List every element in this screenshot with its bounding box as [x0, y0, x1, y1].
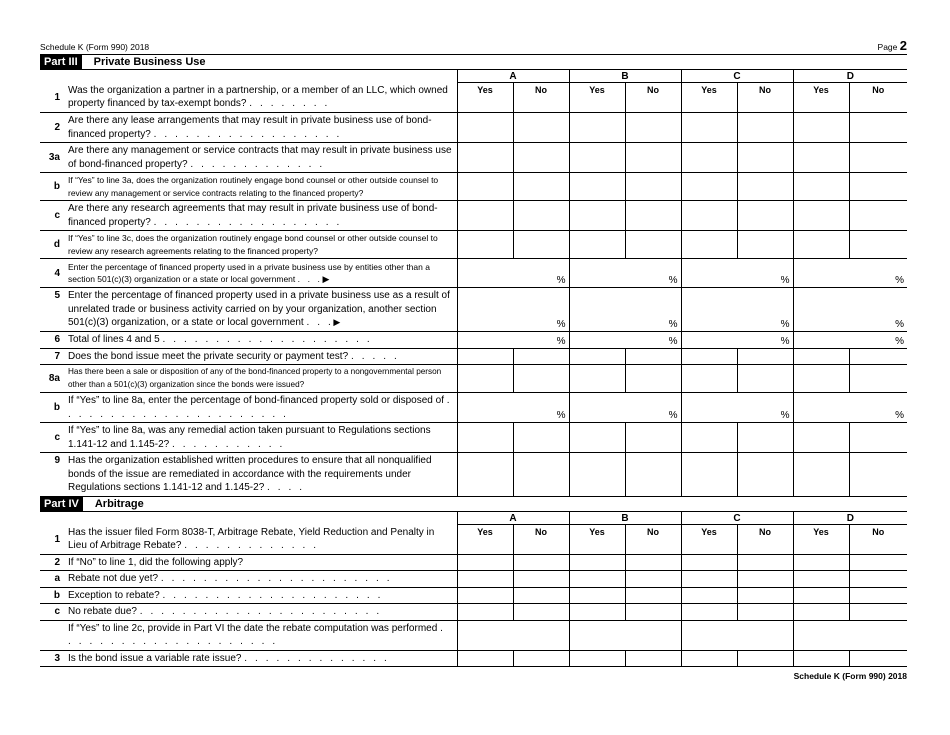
percent-field[interactable]: % [793, 288, 907, 332]
question-text: Total of lines 4 and 5 . . . . . . . . . . . . . . . . . . . . [68, 332, 457, 349]
line-number: 1 [40, 525, 68, 555]
answer-cell[interactable] [681, 231, 737, 259]
answer-cell[interactable] [793, 231, 849, 259]
yes-header: Yes [569, 83, 625, 113]
answer-cell[interactable] [513, 571, 569, 588]
answer-cell[interactable] [737, 571, 793, 588]
percent-field[interactable]: % [569, 259, 681, 288]
line-number: 9 [40, 453, 68, 497]
part-iv-title: Arbitrage [94, 498, 144, 510]
answer-cell[interactable] [569, 201, 625, 231]
question-text: Has the issuer filed Form 8038-T, Arbitrage Rebate, Yield Reduction and Penalty in Lieu of Arbitrage Rebate? . . . . . . . . . . . . . [68, 525, 457, 555]
answer-cell[interactable] [681, 201, 737, 231]
answer-cell[interactable] [681, 348, 737, 365]
line-number: 2 [40, 554, 68, 571]
part-iii-label: Part III [40, 55, 82, 69]
part-iv-table [40, 512, 907, 667]
page-header [40, 38, 907, 54]
answer-cell[interactable] [793, 365, 849, 393]
column-c-header: C [681, 70, 793, 83]
answer-cell[interactable] [737, 348, 793, 365]
answer-cell[interactable] [793, 571, 849, 588]
part-iii-table [40, 70, 907, 497]
answer-cell[interactable] [625, 113, 681, 143]
answer-cell[interactable] [849, 587, 907, 604]
answer-cell[interactable] [681, 365, 737, 393]
date-field[interactable] [457, 620, 569, 650]
question-text: Does the bond issue meet the private security or payment test? . . . . . [68, 348, 457, 365]
yes-header: Yes [457, 525, 513, 555]
question-text: If “Yes” to line 3a, does the organization routinely engage bond counsel or other outside counsel to review any management or service contracts relating to the financed property? [68, 173, 457, 201]
answer-cell[interactable] [849, 231, 907, 259]
percent-field[interactable]: % [457, 259, 569, 288]
line-number: d [40, 231, 68, 259]
part-iv-label: Part IV [40, 497, 83, 511]
question-text: If “Yes” to line 8a, enter the percentage of bond-financed property sold or disposed of . . . . . . . . . . . . . . . . . . . . . . [68, 393, 457, 423]
answer-cell[interactable] [849, 650, 907, 667]
date-field[interactable] [569, 620, 681, 650]
answer-cell[interactable] [737, 423, 793, 453]
answer-cell[interactable] [513, 365, 569, 393]
answer-cell[interactable] [681, 650, 737, 667]
answer-cell[interactable] [625, 571, 681, 588]
answer-cell[interactable] [457, 231, 513, 259]
question-text: Has the organization established written procedures to ensure that all nonqualified bonds of the issue are remediated in accordance with the requirements under Regulations sections 1.141-12 and 1.145-2? . . . . [68, 453, 457, 497]
answer-cell[interactable] [681, 453, 737, 497]
answer-cell[interactable] [681, 571, 737, 588]
no-header: No [625, 525, 681, 555]
column-b-header: B [569, 70, 681, 83]
answer-cell[interactable] [793, 587, 849, 604]
answer-cell[interactable] [513, 348, 569, 365]
line-number: 5 [40, 288, 68, 332]
answer-cell[interactable] [513, 453, 569, 497]
line-number: 1 [40, 83, 68, 113]
answer-cell[interactable] [625, 143, 681, 173]
percent-field[interactable]: % [681, 332, 793, 349]
answer-cell[interactable] [737, 554, 793, 571]
question-text: If “Yes” to line 3c, does the organization routinely engage bond counsel or other outside counsel to review any research agreements relating to the financed property? [68, 231, 457, 259]
answer-cell[interactable] [793, 604, 849, 621]
answer-cell[interactable] [569, 453, 625, 497]
answer-cell[interactable] [849, 453, 907, 497]
question-text: If “No” to line 1, did the following apply? [68, 554, 457, 571]
answer-cell[interactable] [793, 113, 849, 143]
part-iii-header [40, 55, 907, 70]
question-text: Enter the percentage of financed property used in a private business use as a result of unrelated trade or business activity carried on by your organization, another section 501(c)(3) organization, or a state or local government . . .▶ [68, 288, 457, 332]
line-number: 4 [40, 259, 68, 288]
answer-cell[interactable] [625, 650, 681, 667]
percent-field[interactable]: % [793, 332, 907, 349]
answer-cell[interactable] [457, 650, 513, 667]
answer-cell[interactable] [681, 423, 737, 453]
no-header: No [737, 83, 793, 113]
column-b-header: B [569, 512, 681, 525]
percent-field[interactable]: % [681, 259, 793, 288]
line-number: 2 [40, 113, 68, 143]
question-text: If “Yes” to line 2c, provide in Part VI the date the rebate computation was performed . . . . . . . . . . . . . . . . . . . . . [68, 620, 457, 650]
question-text: Was the organization a partner in a partnership, or a member of an LLC, which owned property financed by tax-exempt bonds? . . . . . . . . [68, 83, 457, 113]
answer-cell[interactable] [793, 650, 849, 667]
right-triangle-icon: ▶ [333, 317, 341, 328]
answer-cell[interactable] [457, 365, 513, 393]
answer-cell[interactable] [625, 365, 681, 393]
percent-field[interactable]: % [569, 288, 681, 332]
yes-header: Yes [457, 83, 513, 113]
answer-cell[interactable] [681, 143, 737, 173]
answer-cell[interactable] [513, 423, 569, 453]
answer-cell[interactable] [569, 365, 625, 393]
answer-cell[interactable] [849, 143, 907, 173]
answer-cell[interactable] [569, 348, 625, 365]
form-name: Schedule K (Form 990) 2018 [40, 42, 150, 52]
answer-cell[interactable] [569, 554, 625, 571]
answer-cell[interactable] [793, 453, 849, 497]
answer-cell[interactable] [681, 604, 737, 621]
answer-cell[interactable] [625, 554, 681, 571]
line-number: 6 [40, 332, 68, 349]
percent-field[interactable]: % [681, 393, 793, 423]
yes-header: Yes [569, 525, 625, 555]
no-header: No [513, 525, 569, 555]
percent-field[interactable]: % [569, 393, 681, 423]
answer-cell[interactable] [569, 143, 625, 173]
line-number: b [40, 587, 68, 604]
question-text: Exception to rebate? . . . . . . . . . . . . . . . . . . . . . [68, 587, 457, 604]
question-text: Enter the percentage of financed property used in a private business use by entities other than a section 501(c)(3) organization or a state or local government . . .▶ [68, 259, 457, 288]
answer-cell[interactable] [737, 650, 793, 667]
question-text: Are there any lease arrangements that may result in private business use of bond-financed property? . . . . . . . . . . . . . . . . . . [68, 113, 457, 143]
answer-cell[interactable] [457, 453, 513, 497]
right-triangle-icon: ▶ [322, 274, 330, 284]
answer-cell[interactable] [625, 231, 681, 259]
line-number: b [40, 173, 68, 201]
answer-cell[interactable] [513, 587, 569, 604]
answer-cell[interactable] [849, 365, 907, 393]
answer-cell[interactable] [681, 113, 737, 143]
answer-cell[interactable] [737, 453, 793, 497]
answer-cell[interactable] [457, 201, 513, 231]
date-field[interactable] [681, 620, 793, 650]
answer-cell[interactable] [457, 173, 513, 201]
column-a-header: A [457, 70, 569, 83]
answer-cell[interactable] [569, 231, 625, 259]
question-text: If “Yes” to line 8a, was any remedial action taken pursuant to Regulations sections 1.141-12 and 1.145-2? . . . . . . . . . . . [68, 423, 457, 453]
answer-cell[interactable] [737, 201, 793, 231]
answer-cell[interactable] [737, 143, 793, 173]
answer-cell[interactable] [625, 587, 681, 604]
no-header: No [625, 83, 681, 113]
question-text: No rebate due? . . . . . . . . . . . . . . . . . . . . . . . [68, 604, 457, 621]
answer-cell[interactable] [681, 587, 737, 604]
line-number: c [40, 423, 68, 453]
answer-cell[interactable] [569, 587, 625, 604]
answer-cell[interactable] [569, 650, 625, 667]
percent-field[interactable]: % [793, 259, 907, 288]
part-iv-header [40, 497, 907, 512]
percent-field[interactable]: % [457, 393, 569, 423]
answer-cell[interactable] [849, 201, 907, 231]
answer-cell[interactable] [457, 423, 513, 453]
answer-cell[interactable] [849, 604, 907, 621]
answer-cell[interactable] [513, 201, 569, 231]
answer-cell[interactable] [625, 348, 681, 365]
answer-cell[interactable] [793, 554, 849, 571]
answer-cell[interactable] [793, 173, 849, 201]
answer-cell[interactable] [625, 201, 681, 231]
answer-cell[interactable] [513, 113, 569, 143]
answer-cell[interactable] [625, 453, 681, 497]
no-header: No [849, 83, 907, 113]
line-number: 7 [40, 348, 68, 365]
answer-cell[interactable] [457, 348, 513, 365]
percent-field[interactable]: % [793, 393, 907, 423]
answer-cell[interactable] [793, 423, 849, 453]
page-footer: Schedule K (Form 990) 2018 [793, 671, 907, 681]
yes-header: Yes [681, 525, 737, 555]
question-text: Has there been a sale or disposition of any of the bond-financed property to a nongovernmental person other than a 501(c)(3) organization since the bonds were issued? [68, 365, 457, 393]
answer-cell[interactable] [513, 554, 569, 571]
answer-cell[interactable] [849, 423, 907, 453]
yes-header: Yes [793, 83, 849, 113]
line-number: c [40, 201, 68, 231]
answer-cell[interactable] [457, 587, 513, 604]
line-number: 3 [40, 650, 68, 667]
column-c-header: C [681, 512, 793, 525]
line-number [40, 620, 68, 650]
answer-cell[interactable] [737, 587, 793, 604]
answer-cell[interactable] [625, 604, 681, 621]
answer-cell[interactable] [849, 554, 907, 571]
percent-field[interactable]: % [569, 332, 681, 349]
answer-cell[interactable] [457, 113, 513, 143]
answer-cell[interactable] [793, 348, 849, 365]
answer-cell[interactable] [457, 143, 513, 173]
no-header: No [849, 525, 907, 555]
answer-cell[interactable] [681, 173, 737, 201]
question-text: Is the bond issue a variable rate issue? . . . . . . . . . . . . . . [68, 650, 457, 667]
answer-cell[interactable] [569, 604, 625, 621]
percent-field[interactable]: % [457, 288, 569, 332]
answer-cell[interactable] [849, 348, 907, 365]
answer-cell[interactable] [625, 423, 681, 453]
answer-cell[interactable] [457, 604, 513, 621]
answer-cell[interactable] [569, 173, 625, 201]
answer-cell[interactable] [513, 231, 569, 259]
answer-cell[interactable] [737, 113, 793, 143]
question-text: Are there any research agreements that may result in private business use of bond-financed property? . . . . . . . . . . . . . . . . . . [68, 201, 457, 231]
answer-cell[interactable] [793, 201, 849, 231]
question-text: Rebate not due yet? . . . . . . . . . . . . . . . . . . . . . . [68, 571, 457, 588]
line-number: b [40, 393, 68, 423]
answer-cell[interactable] [457, 554, 513, 571]
answer-cell[interactable] [513, 143, 569, 173]
answer-cell[interactable] [513, 173, 569, 201]
answer-cell[interactable] [793, 143, 849, 173]
line-number: a [40, 571, 68, 588]
date-field[interactable] [793, 620, 907, 650]
answer-cell[interactable] [737, 231, 793, 259]
answer-cell[interactable] [513, 650, 569, 667]
line-number: c [40, 604, 68, 621]
answer-cell[interactable] [569, 423, 625, 453]
form-page [40, 38, 907, 681]
question-text: Are there any management or service contracts that may result in private business use of bond-financed property? . . . . . . . . . . . . . [68, 143, 457, 173]
no-header: No [513, 83, 569, 113]
percent-field[interactable]: % [681, 288, 793, 332]
answer-cell[interactable] [513, 604, 569, 621]
answer-cell[interactable] [849, 571, 907, 588]
column-a-header: A [457, 512, 569, 525]
line-number: 8a [40, 365, 68, 393]
answer-cell[interactable] [849, 173, 907, 201]
answer-cell[interactable] [457, 571, 513, 588]
page-number: Page 2 [877, 38, 907, 53]
percent-field[interactable]: % [457, 332, 569, 349]
answer-cell[interactable] [737, 604, 793, 621]
column-d-header: D [793, 70, 907, 83]
answer-cell[interactable] [681, 554, 737, 571]
line-number: 3a [40, 143, 68, 173]
yes-header: Yes [681, 83, 737, 113]
answer-cell[interactable] [737, 173, 793, 201]
answer-cell[interactable] [625, 173, 681, 201]
column-d-header: D [793, 512, 907, 525]
answer-cell[interactable] [569, 571, 625, 588]
answer-cell[interactable] [737, 365, 793, 393]
answer-cell[interactable] [569, 113, 625, 143]
part-iii-title: Private Business Use [93, 56, 206, 68]
yes-header: Yes [793, 525, 849, 555]
answer-cell[interactable] [849, 113, 907, 143]
no-header: No [737, 525, 793, 555]
